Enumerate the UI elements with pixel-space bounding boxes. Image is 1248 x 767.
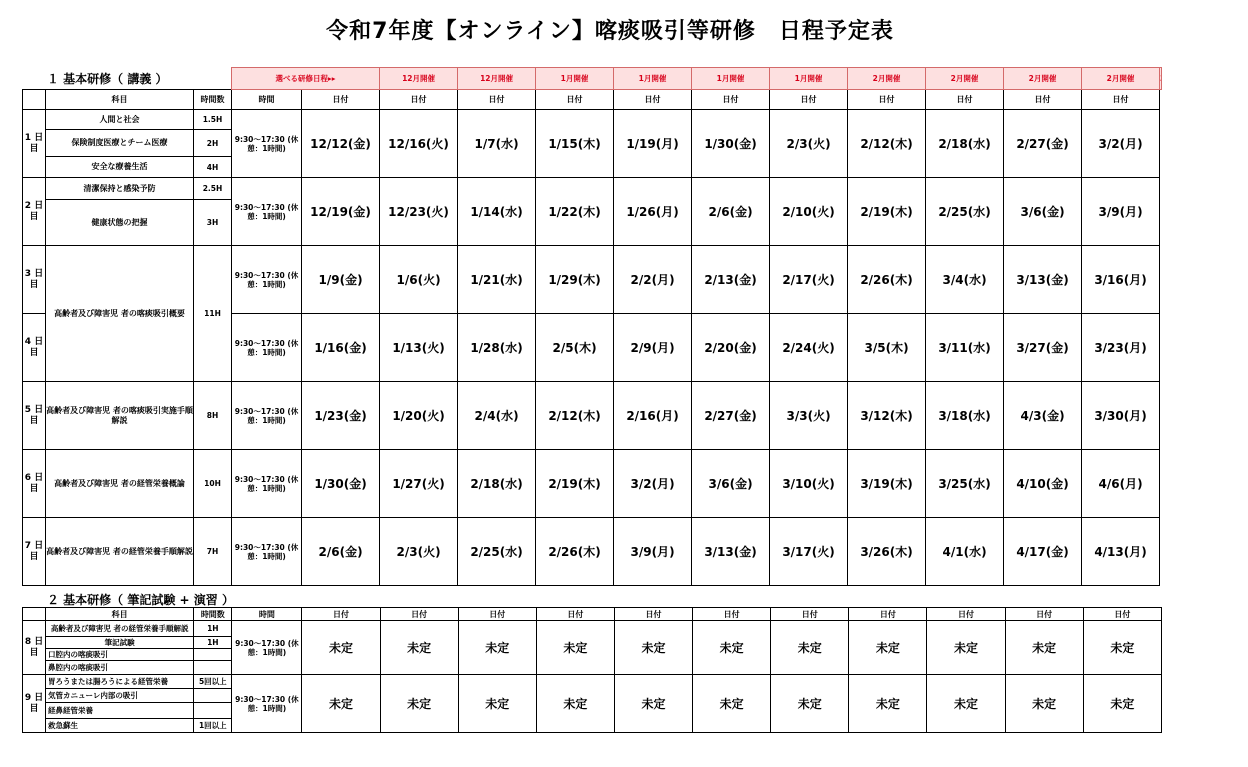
date-cell: 3/4(水) — [926, 246, 1004, 314]
date-cell: 2/16(月) — [614, 382, 692, 450]
date-cell: 未定 — [614, 621, 692, 675]
table-row — [23, 450, 1162, 518]
date-cell: 未定 — [302, 675, 380, 733]
date-cell: 2/19(木) — [536, 450, 614, 518]
date-cell: 3/19(木) — [848, 450, 926, 518]
date-cell: 未定 — [693, 675, 771, 733]
hours-cell: 5回以上 — [194, 675, 232, 689]
date-header: 日付 — [458, 608, 536, 621]
date-cell: 4/6(月) — [1082, 450, 1160, 518]
month-label: 1月開催 — [692, 68, 770, 90]
subject-cell: 口腔内の喀痰吸引 — [46, 649, 194, 661]
subject-cell: 高齢者及び障害児 者の経管栄養概論 — [46, 450, 194, 518]
date-cell: 2/17(火) — [770, 246, 848, 314]
date-cell: 3/11(水) — [926, 314, 1004, 382]
month-label: 1月開催 — [770, 68, 848, 90]
time-cell: 9:30〜17:30 (休憩：1時間) — [232, 178, 302, 246]
date-header: 日付 — [536, 608, 614, 621]
date-cell: 1/26(月) — [614, 178, 692, 246]
date-cell: 1/13(火) — [380, 314, 458, 382]
date-cell: 2/6(金) — [692, 178, 770, 246]
date-cell: 1/21(水) — [458, 246, 536, 314]
day-label: 3 日 目 — [23, 246, 46, 314]
hours-cell: 7H — [194, 518, 232, 586]
date-cell: 4/3(金) — [1004, 382, 1082, 450]
subject-cell: 健康状態の把握 — [46, 200, 194, 246]
date-cell: 2/27(金) — [1004, 110, 1082, 178]
corner-cell — [23, 608, 46, 621]
month-label — [1160, 68, 1162, 90]
month-label: 2月開催 — [926, 68, 1004, 90]
table-row — [23, 621, 1162, 637]
subject-cell: 胃ろうまたは腸ろうによる経管栄養 — [46, 675, 194, 689]
date-cell: 2/25(水) — [458, 518, 536, 586]
day-label: 7 日 目 — [23, 518, 46, 586]
day-label: 6 日 目 — [23, 450, 46, 518]
hours-cell: 1.5H — [194, 110, 232, 130]
date-cell: 12/19(金) — [302, 178, 380, 246]
date-header: 日付 — [1082, 90, 1160, 110]
month-label: 1月開催 — [614, 68, 692, 90]
date-cell: 1/14(水) — [458, 178, 536, 246]
date-header: 日付 — [1004, 90, 1082, 110]
date-cell: 1/22(木) — [536, 178, 614, 246]
subject-cell: 救急蘇生 — [46, 719, 194, 733]
table-row — [23, 178, 1162, 200]
date-cell: 2/4(水) — [458, 382, 536, 450]
date-cell: 3/17(火) — [770, 518, 848, 586]
subject-cell: 保険制度医療とチーム医療 — [46, 130, 194, 157]
day-label: 4 日 目 — [23, 314, 46, 382]
hours-header: 時間数 — [194, 90, 232, 110]
subject-cell: 高齢者及び障害児 者の経管栄養手順解説 — [46, 518, 194, 586]
date-cell: 1/29(木) — [536, 246, 614, 314]
date-cell: 2/25(水) — [926, 178, 1004, 246]
hours-cell: 10H — [194, 450, 232, 518]
subject-cell: 鼻腔内の喀痰吸引 — [46, 661, 194, 675]
day-label: 8 日 目 — [23, 621, 46, 675]
date-cell: 4/10(金) — [1004, 450, 1082, 518]
date-cell: 2/3(火) — [770, 110, 848, 178]
date-cell: 2/5(木) — [536, 314, 614, 382]
section1-heading: １ 基本研修（ 講義 ） — [47, 72, 168, 86]
time-cell: 9:30〜17:30 (休憩：1時間) — [232, 382, 302, 450]
date-header: 日付 — [380, 608, 458, 621]
date-cell: 1/19(月) — [614, 110, 692, 178]
date-header: 日付 — [302, 90, 380, 110]
date-header: 日付 — [302, 608, 380, 621]
date-cell: 未定 — [849, 675, 927, 733]
hours-cell: 2.5H — [194, 178, 232, 200]
table-row — [23, 382, 1162, 450]
date-cell: 未定 — [1083, 675, 1161, 733]
date-cell: 1/30(金) — [302, 450, 380, 518]
selectable-dates-label: 選べる研修日程▸▸ — [232, 68, 380, 90]
hours-cell: 8H — [194, 382, 232, 450]
hours-cell — [194, 661, 232, 675]
date-header: 日付 — [849, 608, 927, 621]
date-header: 日付 — [1005, 608, 1083, 621]
date-cell: 未定 — [1083, 621, 1161, 675]
subject-cell: 高齢者及び障害児 者の経管栄養手順解説 — [46, 621, 194, 637]
date-cell: 3/18(水) — [926, 382, 1004, 450]
subject-cell: 筆記試験 — [46, 637, 194, 649]
date-cell: 3/13(金) — [1004, 246, 1082, 314]
time-cell: 9:30〜17:30 (休憩：1時間) — [232, 450, 302, 518]
date-cell: 1/23(金) — [302, 382, 380, 450]
hours-cell: 2H — [194, 130, 232, 157]
date-cell: 未定 — [693, 621, 771, 675]
hours-header: 時間数 — [194, 608, 232, 621]
page-title: 令和7年度【オンライン】喀痰吸引等研修 日程予定表 — [326, 19, 894, 44]
hours-cell — [194, 703, 232, 719]
date-cell: 3/9(月) — [1082, 178, 1160, 246]
table-row — [23, 518, 1162, 586]
date-cell: 4/1(水) — [926, 518, 1004, 586]
date-cell: 3/16(月) — [1082, 246, 1160, 314]
date-header: 日付 — [536, 90, 614, 110]
month-label: 2月開催 — [848, 68, 926, 90]
date-cell: 2/26(木) — [848, 246, 926, 314]
date-header: 日付 — [1083, 608, 1161, 621]
date-header: 日付 — [614, 608, 692, 621]
subject-header: 科目 — [46, 90, 194, 110]
date-cell: 未定 — [1005, 621, 1083, 675]
date-cell: 未定 — [458, 675, 536, 733]
day-label: 9 日 目 — [23, 675, 46, 733]
time-cell: 9:30〜17:30 (休憩：1時間) — [232, 314, 302, 382]
subject-cell: 人間と社会 — [46, 110, 194, 130]
date-cell: 1/6(火) — [380, 246, 458, 314]
month-banner-row — [23, 68, 1162, 90]
lecture-schedule-table — [22, 67, 1162, 586]
date-cell: 4/13(月) — [1082, 518, 1160, 586]
hours-cell: 1H — [194, 621, 232, 637]
date-cell: 未定 — [536, 621, 614, 675]
table-row — [23, 675, 1162, 689]
date-cell: 1/28(水) — [458, 314, 536, 382]
date-cell: 2/24(火) — [770, 314, 848, 382]
subject-cell: 清潔保持と感染予防 — [46, 178, 194, 200]
time-cell: 9:30〜17:30 (休憩：1時間) — [232, 246, 302, 314]
section2-heading: ２ 基本研修（ 筆記試験 + 演習 ） — [47, 593, 234, 607]
time-header: 時間 — [232, 90, 302, 110]
date-cell: 3/23(月) — [1082, 314, 1160, 382]
date-cell: 未定 — [1005, 675, 1083, 733]
date-cell: 3/3(火) — [770, 382, 848, 450]
header-row — [23, 90, 1162, 110]
date-cell: 3/9(月) — [614, 518, 692, 586]
date-cell: 1/20(火) — [380, 382, 458, 450]
date-cell: 2/19(木) — [848, 178, 926, 246]
date-cell: 3/12(木) — [848, 382, 926, 450]
month-label: 2月開催 — [1082, 68, 1160, 90]
month-label: 12月開催 — [380, 68, 458, 90]
hours-cell: 1H — [194, 637, 232, 649]
month-label: 2月開催 — [1004, 68, 1082, 90]
table-row — [23, 246, 1162, 314]
day-label: 5 日 目 — [23, 382, 46, 450]
date-header: 日付 — [614, 90, 692, 110]
month-label: 12月開催 — [458, 68, 536, 90]
hours-cell — [194, 689, 232, 703]
date-cell: 未定 — [927, 621, 1005, 675]
date-cell: 3/5(木) — [848, 314, 926, 382]
date-cell: 未定 — [380, 675, 458, 733]
date-cell: 1/30(金) — [692, 110, 770, 178]
time-cell: 9:30〜17:30 (休憩：1時間) — [232, 621, 302, 675]
date-cell: 未定 — [927, 675, 1005, 733]
date-cell: 3/13(金) — [692, 518, 770, 586]
date-cell: 12/23(火) — [380, 178, 458, 246]
hours-cell: 4H — [194, 157, 232, 178]
date-header: 日付 — [926, 90, 1004, 110]
subject-cell: 高齢者及び障害児 者の喀痰吸引概要 — [46, 246, 194, 382]
date-cell: 1/27(火) — [380, 450, 458, 518]
header-row — [23, 608, 1162, 621]
month-label: 1月開催 — [536, 68, 614, 90]
date-cell: 未定 — [614, 675, 692, 733]
date-cell: 未定 — [771, 621, 849, 675]
subject-header: 科目 — [46, 608, 194, 621]
date-cell: 1/16(金) — [302, 314, 380, 382]
date-header: 日付 — [927, 608, 1005, 621]
date-cell: 3/30(月) — [1082, 382, 1160, 450]
subject-cell: 経鼻経管栄養 — [46, 703, 194, 719]
date-header: 日付 — [380, 90, 458, 110]
subject-cell: 安全な療養生活 — [46, 157, 194, 178]
date-cell: 2/9(月) — [614, 314, 692, 382]
date-cell: 3/6(金) — [1004, 178, 1082, 246]
date-cell: 3/10(火) — [770, 450, 848, 518]
date-cell: 2/12(木) — [536, 382, 614, 450]
date-cell: 2/2(月) — [614, 246, 692, 314]
subject-cell: 気管カニューレ内部の吸引 — [46, 689, 194, 703]
hours-cell: 11H — [194, 246, 232, 382]
exam-schedule-table — [22, 607, 1162, 733]
date-cell: 2/6(金) — [302, 518, 380, 586]
date-cell: 1/7(水) — [458, 110, 536, 178]
hours-cell: 3H — [194, 200, 232, 246]
date-cell: 3/6(金) — [692, 450, 770, 518]
date-cell: 未定 — [771, 675, 849, 733]
hours-cell — [194, 649, 232, 661]
date-cell: 未定 — [302, 621, 380, 675]
date-header: 日付 — [458, 90, 536, 110]
date-cell: 12/16(火) — [380, 110, 458, 178]
day-label: 2 日 目 — [23, 178, 46, 246]
date-cell: 2/10(火) — [770, 178, 848, 246]
date-cell: 3/26(木) — [848, 518, 926, 586]
time-cell: 9:30〜17:30 (休憩：1時間) — [232, 518, 302, 586]
date-header: 日付 — [770, 90, 848, 110]
date-cell: 3/27(金) — [1004, 314, 1082, 382]
date-cell: 2/18(水) — [458, 450, 536, 518]
time-header: 時間 — [232, 608, 302, 621]
date-cell: 2/27(金) — [692, 382, 770, 450]
table-row — [23, 110, 1162, 130]
date-cell: 2/13(金) — [692, 246, 770, 314]
time-cell: 9:30〜17:30 (休憩：1時間) — [232, 110, 302, 178]
date-cell: 2/3(火) — [380, 518, 458, 586]
date-cell: 12/12(金) — [302, 110, 380, 178]
date-header: 日付 — [692, 90, 770, 110]
subject-cell: 高齢者及び障害児 者の喀痰吸引実施手順解説 — [46, 382, 194, 450]
date-cell: 未定 — [849, 621, 927, 675]
date-header: 日付 — [848, 90, 926, 110]
date-cell: 2/12(木) — [848, 110, 926, 178]
time-cell: 9:30〜17:30 (休憩：1時間) — [232, 675, 302, 733]
date-cell: 2/20(金) — [692, 314, 770, 382]
date-cell: 2/18(水) — [926, 110, 1004, 178]
date-cell: 2/26(木) — [536, 518, 614, 586]
date-cell: 未定 — [380, 621, 458, 675]
date-cell: 4/17(金) — [1004, 518, 1082, 586]
date-header: 日付 — [693, 608, 771, 621]
date-cell: 3/25(水) — [926, 450, 1004, 518]
date-cell: 未定 — [536, 675, 614, 733]
date-header: 日付 — [771, 608, 849, 621]
hours-cell: 1回以上 — [194, 719, 232, 733]
corner-cell — [23, 90, 46, 110]
date-cell: 1/9(金) — [302, 246, 380, 314]
date-cell: 3/2(月) — [1082, 110, 1160, 178]
day-label: 1 日 目 — [23, 110, 46, 178]
date-cell: 未定 — [458, 621, 536, 675]
date-cell: 1/15(木) — [536, 110, 614, 178]
date-cell: 3/2(月) — [614, 450, 692, 518]
